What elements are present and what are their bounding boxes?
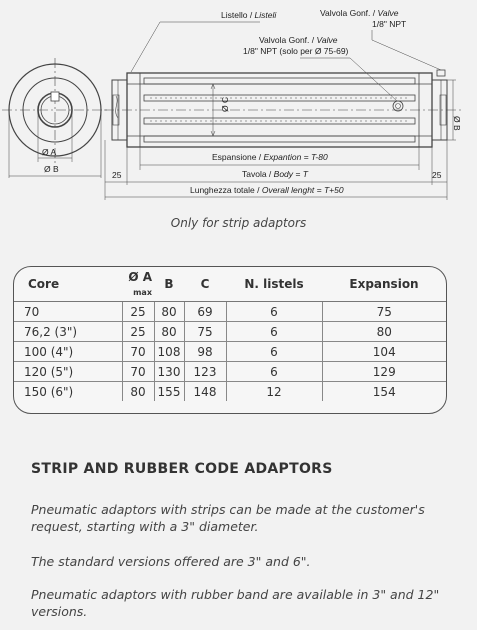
cell-core: 100 (4") (14, 342, 122, 362)
cell-c: 98 (184, 342, 226, 362)
cell-core: 70 (14, 302, 122, 322)
technical-drawing (0, 0, 477, 210)
cell-c: 148 (184, 382, 226, 402)
espansione-label: Espansione / Expantion = T-80 (212, 152, 328, 162)
cell-a: 80 (122, 382, 154, 402)
cell-b: 80 (154, 302, 184, 322)
paragraph-strips: Pneumatic adaptors with strips can be made at the customer's request, starting with a 3" diameter. (31, 502, 425, 534)
table-header-row (14, 267, 446, 302)
listello-label: Listello / Listeli (221, 10, 277, 20)
tavola-label: Tavola / Body = T (242, 169, 308, 179)
table-row (14, 342, 446, 362)
table-row (14, 322, 446, 342)
cell-c: 69 (184, 302, 226, 322)
valve-mid-label: Valvola Gonf. / Valve (259, 35, 338, 45)
cell-core: 150 (6") (14, 382, 122, 402)
valve-top-label: Valvola Gonf. / Valve (320, 8, 399, 18)
drawing-caption: Only for strip adaptors (170, 216, 307, 230)
dimensions-table-frame (13, 266, 447, 414)
cell-core: 76,2 (3") (14, 322, 122, 342)
cell-listels: 12 (226, 382, 322, 402)
cell-a: 70 (122, 342, 154, 362)
cell-expansion: 80 (322, 322, 446, 342)
cell-b: 80 (154, 322, 184, 342)
table-row (14, 302, 446, 322)
col-listels: N. listels (226, 267, 322, 302)
dim-b-right-label: Ø B (452, 116, 462, 131)
cell-c: 123 (184, 362, 226, 382)
section-heading: STRIP AND RUBBER CODE ADAPTORS (31, 461, 333, 477)
col-c: C (184, 267, 226, 302)
col-b: B (154, 267, 184, 302)
cell-expansion: 129 (322, 362, 446, 382)
table-row (14, 382, 446, 402)
col-expansion: Expansion (322, 267, 446, 302)
valve-mid-spec: 1/8" NPT (solo per Ø 75-69) (243, 46, 349, 56)
table-row (14, 362, 446, 382)
end-view (2, 58, 110, 178)
cell-listels: 6 (226, 362, 322, 382)
dimensions-table (14, 267, 446, 401)
cell-expansion: 75 (322, 302, 446, 322)
dim-b-left-label: Ø B (44, 164, 59, 174)
paragraph-rubber: Pneumatic adaptors with rubber band are available in 3" and 12" versions. (31, 587, 440, 619)
col-a: Ø A max (122, 267, 154, 302)
dim-25-right: 25 (432, 170, 442, 180)
dim-a-label: Ø A (42, 147, 57, 157)
cell-a: 70 (122, 362, 154, 382)
col-core: Core (14, 267, 122, 302)
cell-b: 155 (154, 382, 184, 402)
cell-c: 75 (184, 322, 226, 342)
cell-listels: 6 (226, 322, 322, 342)
cell-a: 25 (122, 302, 154, 322)
cell-listels: 6 (226, 342, 322, 362)
dim-c-label: Ø C (220, 96, 230, 112)
cell-expansion: 154 (322, 382, 446, 402)
dim-25-left: 25 (112, 170, 122, 180)
lunghezza-label: Lunghezza totale / Overall lenght = T+50 (190, 185, 344, 195)
cell-core: 120 (5") (14, 362, 122, 382)
cell-b: 130 (154, 362, 184, 382)
cell-expansion: 104 (322, 342, 446, 362)
paragraph-standard: The standard versions offered are 3" and 6". (31, 554, 311, 569)
cell-b: 108 (154, 342, 184, 362)
cell-a: 25 (122, 322, 154, 342)
cell-listels: 6 (226, 302, 322, 322)
valve-top-spec: 1/8" NPT (372, 19, 407, 29)
